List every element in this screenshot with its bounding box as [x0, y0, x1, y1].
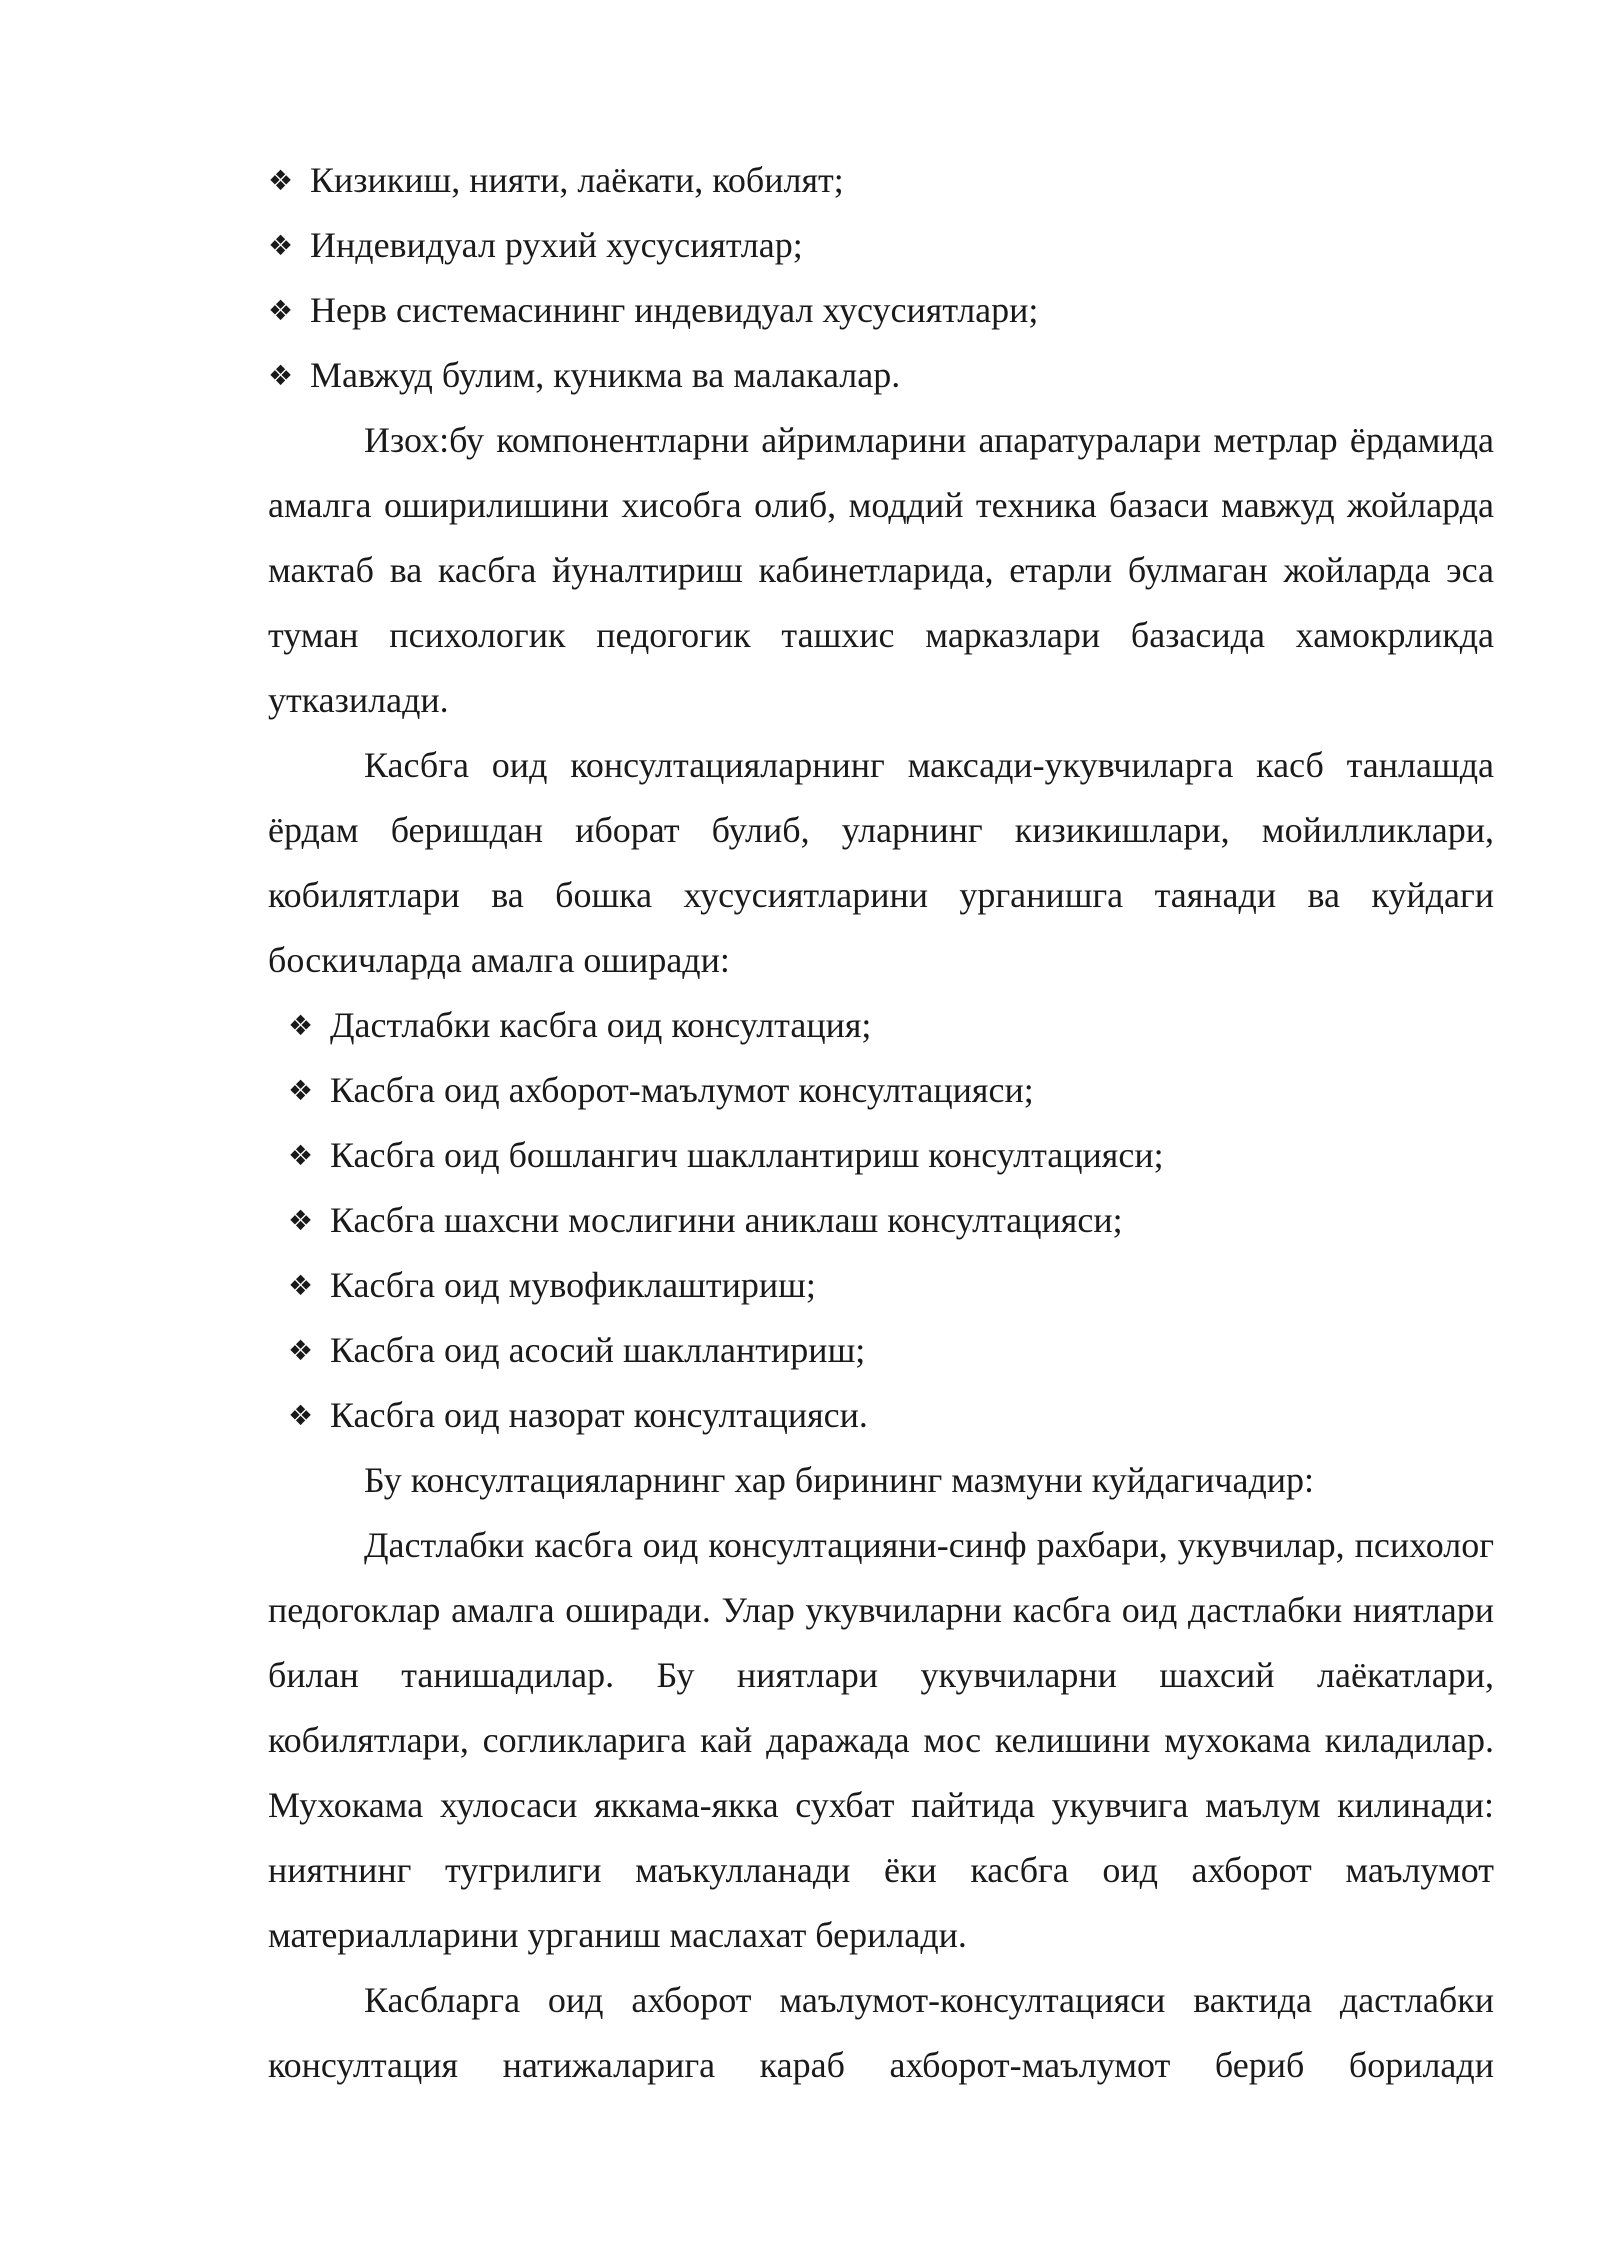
list-item	[288, 1383, 1494, 1448]
diamond-bullet-icon: ❖	[288, 1204, 314, 1237]
diamond-bullet-icon: ❖	[268, 229, 294, 262]
list-item-text: Дастлабки касбга оид консултация;	[330, 1005, 872, 1045]
list-item	[288, 1058, 1494, 1123]
list-item	[288, 1188, 1494, 1253]
list-item-text: Нерв системасининг индевидуал хусусиятлари;	[310, 290, 1039, 330]
list-item	[288, 1318, 1494, 1383]
text-block	[268, 148, 1494, 2098]
diamond-bullet-icon: ❖	[288, 1074, 314, 1107]
diamond-bullet-icon: ❖	[288, 1009, 314, 1042]
paragraph-note: Изох:бу компонентларни айримларини апаратуралари метрлар ёрдамида амалга оширилишини хисобга олиб, моддий техника базаси мавжуд жойларда мактаб ва касбга йуналтириш кабинетларида, етарли булмаган жойларда эса туман психологик педогогик ташхис марказлари базасида хамокрликда утказилади.	[268, 420, 1494, 720]
list-item	[288, 993, 1494, 1058]
paragraph-content-intro: Бу консултацияларнинг хар бирининг мазмуни куйдагичадир:	[364, 1460, 1315, 1500]
list-item-text: Касбга оид ахборот-маълумот консултацияси;	[330, 1070, 1034, 1110]
bullet-list-components	[268, 148, 1494, 408]
paragraph-initial-consultation: Дастлабки касбга оид консултацияни-синф рахбари, укувчилар, психолог педогоклар амалга оширади. Улар укувчиларни касбга оид дастлабки ниятлари билан танишадилар. Бу ниятлари укувчиларни шахсий лаёкатлари, кобилятлари, согликларига кай даражада мос келишини мухокама киладилар. Мухокама хулосаси яккама-якка сухбат пайтида укувчига маълум килинади: ниятнинг тугрилиги маъкулланади ёки касбга оид ахборот маълумот материалларини урганиш маслахат берилади.	[268, 1525, 1494, 1955]
diamond-bullet-icon: ❖	[268, 359, 294, 392]
list-item-text: Кизикиш, нияти, лаёкати, кобилят;	[310, 160, 844, 200]
diamond-bullet-icon: ❖	[288, 1399, 314, 1432]
list-item	[288, 1253, 1494, 1318]
list-item	[288, 1123, 1494, 1188]
diamond-bullet-icon: ❖	[288, 1139, 314, 1172]
paragraph-consultation-goal: Касбга оид консултацияларнинг максади-укувчиларга касб танлашда ёрдам беришдан иборат булиб, уларнинг кизикишлари, мойилликлари, кобилятлари ва бошка хусусиятларини урганишга таянади ва куйдаги боскичларда амалга оширади:	[268, 745, 1494, 980]
list-item-text: Касбга оид мувофиклаштириш;	[330, 1265, 816, 1305]
list-item-text: Касбга шахсни мослигини аниклаш консултацияси;	[330, 1200, 1123, 1240]
list-item	[268, 343, 1494, 408]
diamond-bullet-icon: ❖	[268, 294, 294, 327]
bullet-list-stages	[268, 993, 1494, 1448]
list-item-text: Мавжуд булим, куникма ва малакалар.	[310, 355, 901, 395]
list-item-text: Касбга оид назорат консултацияси.	[330, 1395, 868, 1435]
paragraph-info-consultation: Касбларга оид ахборот маълумот-консултацияси вактида дастлабки консултация натижаларига караб ахборот-маълумот бериб борилади	[268, 1980, 1494, 2085]
list-item-text: Касбга оид бошлангич шакллантириш консултацияси;	[330, 1135, 1164, 1175]
list-item-text: Касбга оид асосий шакллантириш;	[330, 1330, 866, 1370]
diamond-bullet-icon: ❖	[288, 1334, 314, 1367]
list-item	[268, 148, 1494, 213]
diamond-bullet-icon: ❖	[288, 1269, 314, 1302]
list-item	[268, 213, 1494, 278]
diamond-bullet-icon: ❖	[268, 164, 294, 197]
list-item-text: Индевидуал рухий хусусиятлар;	[310, 225, 803, 265]
list-item	[268, 278, 1494, 343]
